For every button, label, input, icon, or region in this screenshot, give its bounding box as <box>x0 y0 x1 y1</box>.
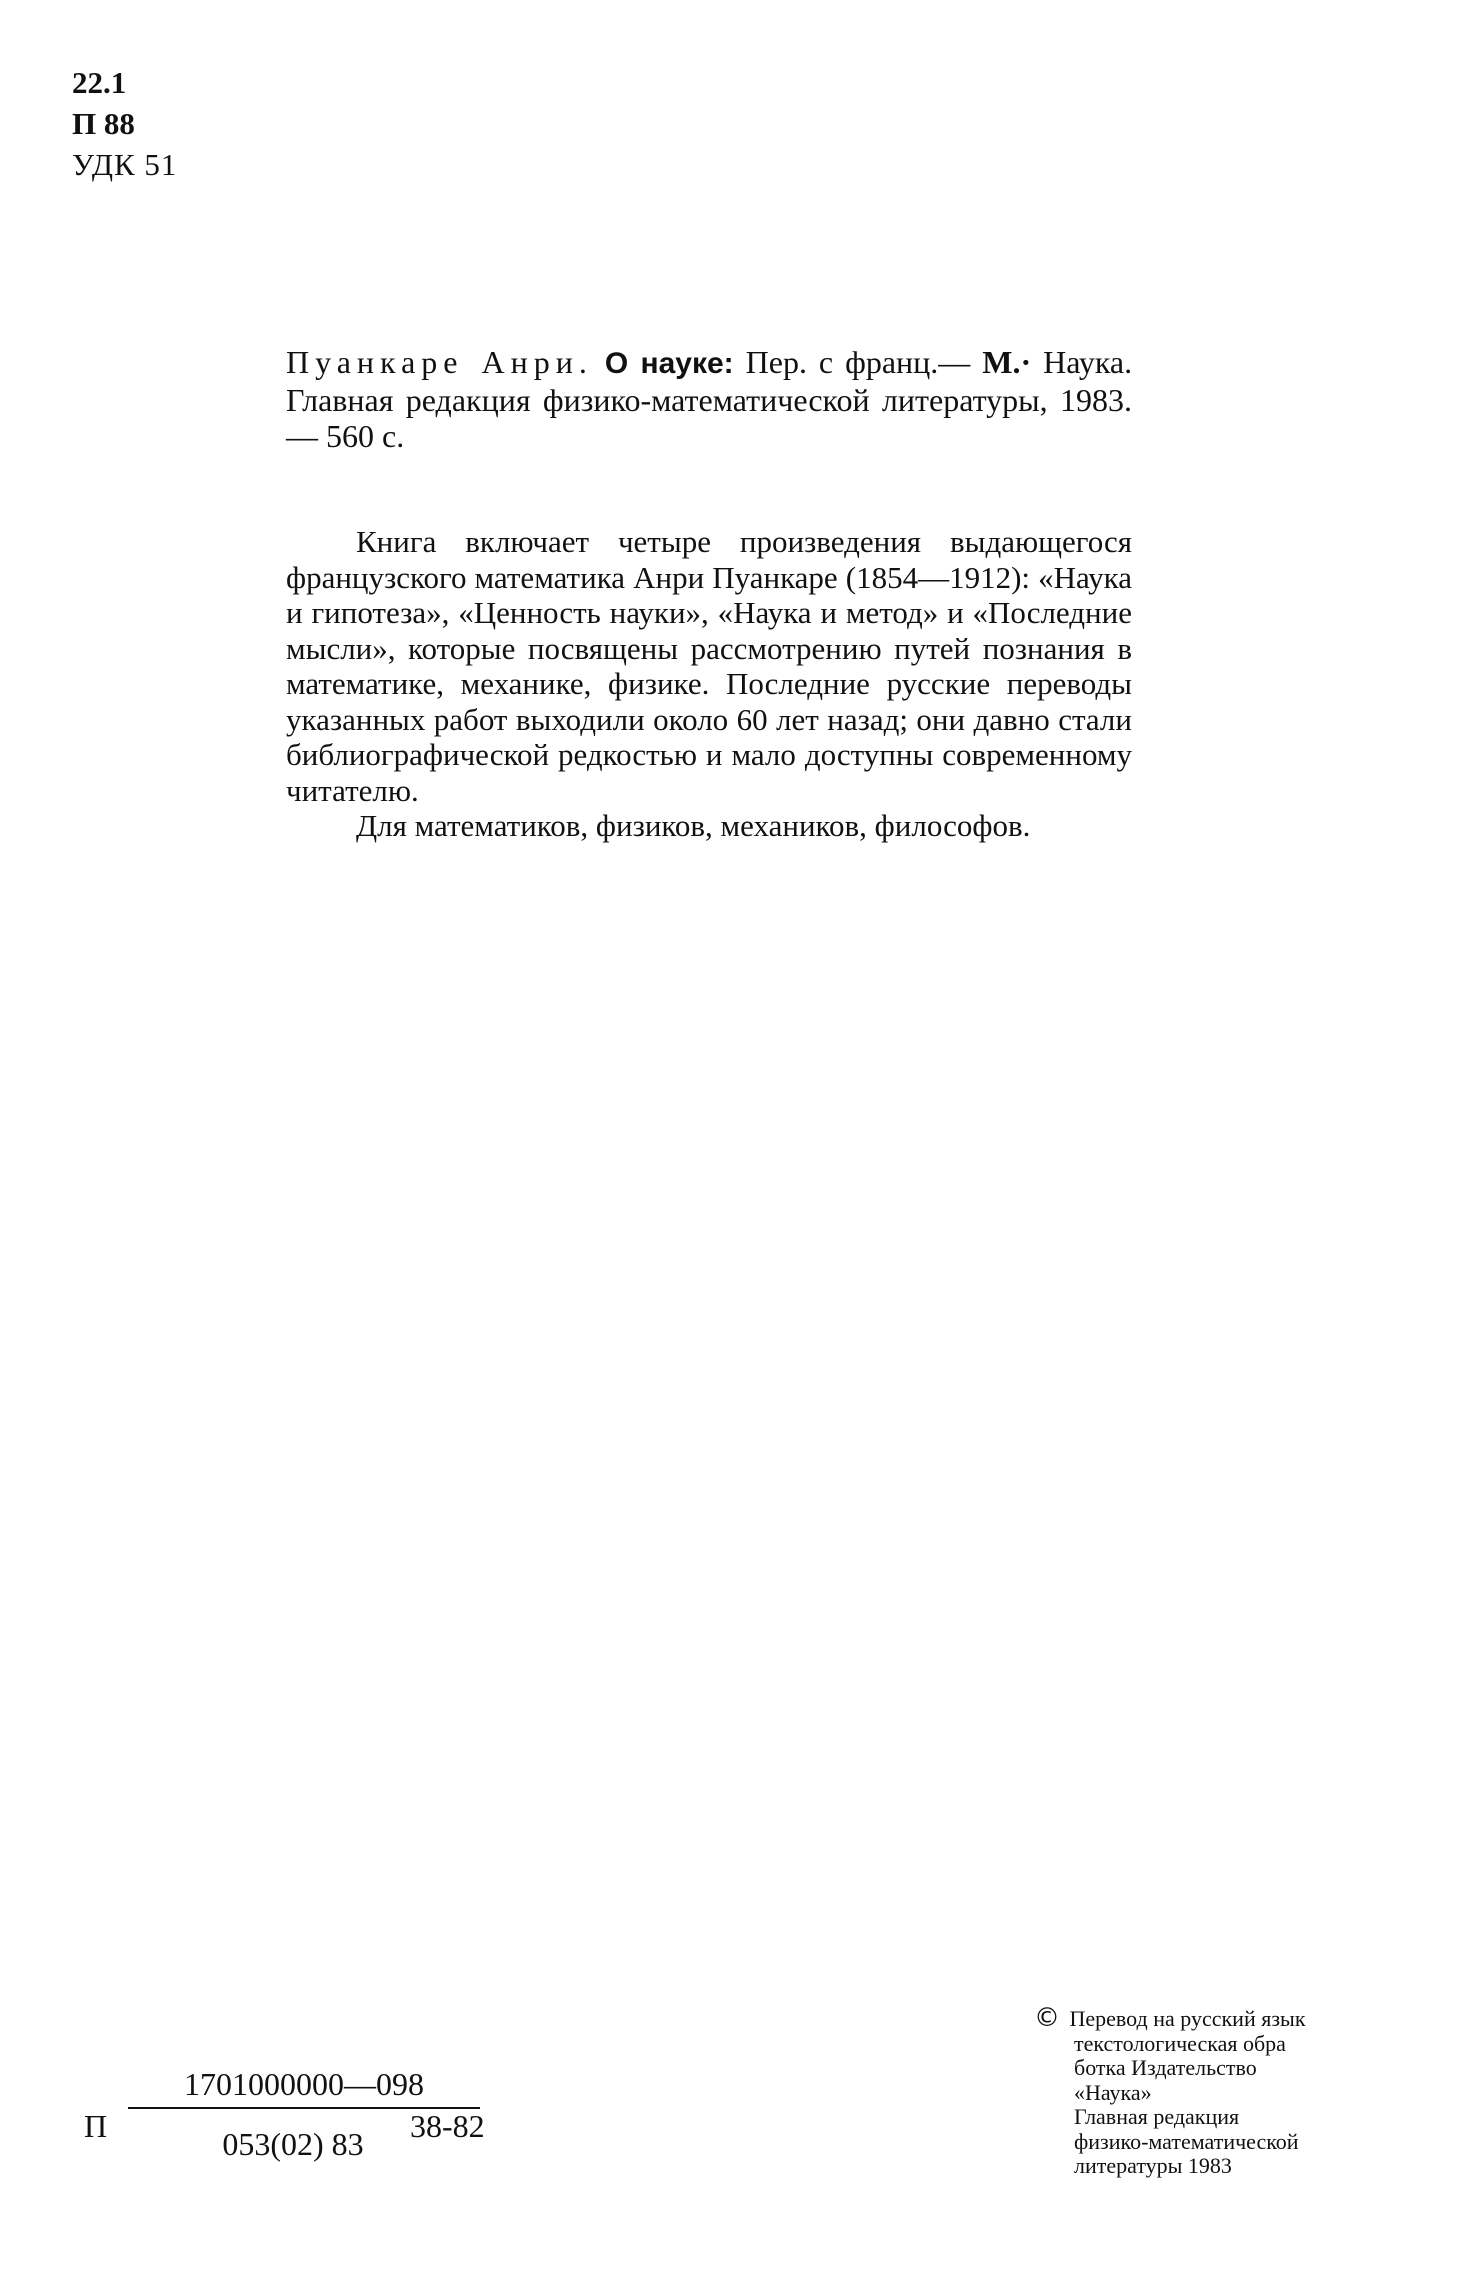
bib-translation-note: Пер. с франц.— <box>745 344 971 380</box>
classification-codes <box>72 62 177 185</box>
copyright-line: текстологическая обра <box>1074 2030 1286 2056</box>
index-letter: П <box>84 2108 108 2144</box>
abstract <box>286 524 1132 844</box>
bib-publisher-city: М.· <box>982 344 1032 380</box>
author-mark: П 88 <box>72 106 135 141</box>
publishing-index <box>84 2066 524 2176</box>
copyright-icon: © <box>1034 2003 1060 2033</box>
copyright-line: Главная редакция <box>1074 2104 1240 2129</box>
copyright-line: ботка Издательство <box>1074 2055 1257 2080</box>
bib-author: Пуанкаре Анри. <box>286 344 593 380</box>
abstract-paragraph-1: Книга включает четыре произведения выдающегося французского математика Анри Пуанкаре (1854—1912): «Наука и гипотеза», «Ценность науки», «Наука и метод» и «Последние мысли», которые посвящены рассмотрению путей познания в математике, механике, физике. Последние русские переводы указанных работ выходили около 60 лет назад; они давно стали библиографической редкостью и мало доступны современному читателю. <box>286 524 1132 808</box>
bib-title: О науке: <box>604 347 734 380</box>
bib-publisher: Наука. Главная редакция физико-математической литературы, 1983.— 560 с. <box>286 344 1133 454</box>
index-denominator: 053(02) 83 <box>222 2126 364 2162</box>
index-numerator: 1701000000—098 <box>128 2066 480 2109</box>
udk-code: УДК 51 <box>72 147 178 182</box>
copyright-line: Перевод на русский язык <box>1069 2006 1306 2031</box>
copyright-line: «Наука» <box>1074 2079 1152 2105</box>
copyright-notice <box>1034 2003 1454 2179</box>
copyright-line: физико-математической <box>1074 2128 1299 2154</box>
index-suffix: 38-82 <box>410 2108 485 2144</box>
copyright-first-line <box>1034 2003 1454 2033</box>
bbk-code: 22.1 <box>72 65 127 100</box>
bibliographic-record <box>286 344 1132 454</box>
abstract-paragraph-2: Для математиков, физиков, механиков, философов. <box>356 808 1031 843</box>
copyright-line: литературы 1983 <box>1074 2153 1232 2178</box>
